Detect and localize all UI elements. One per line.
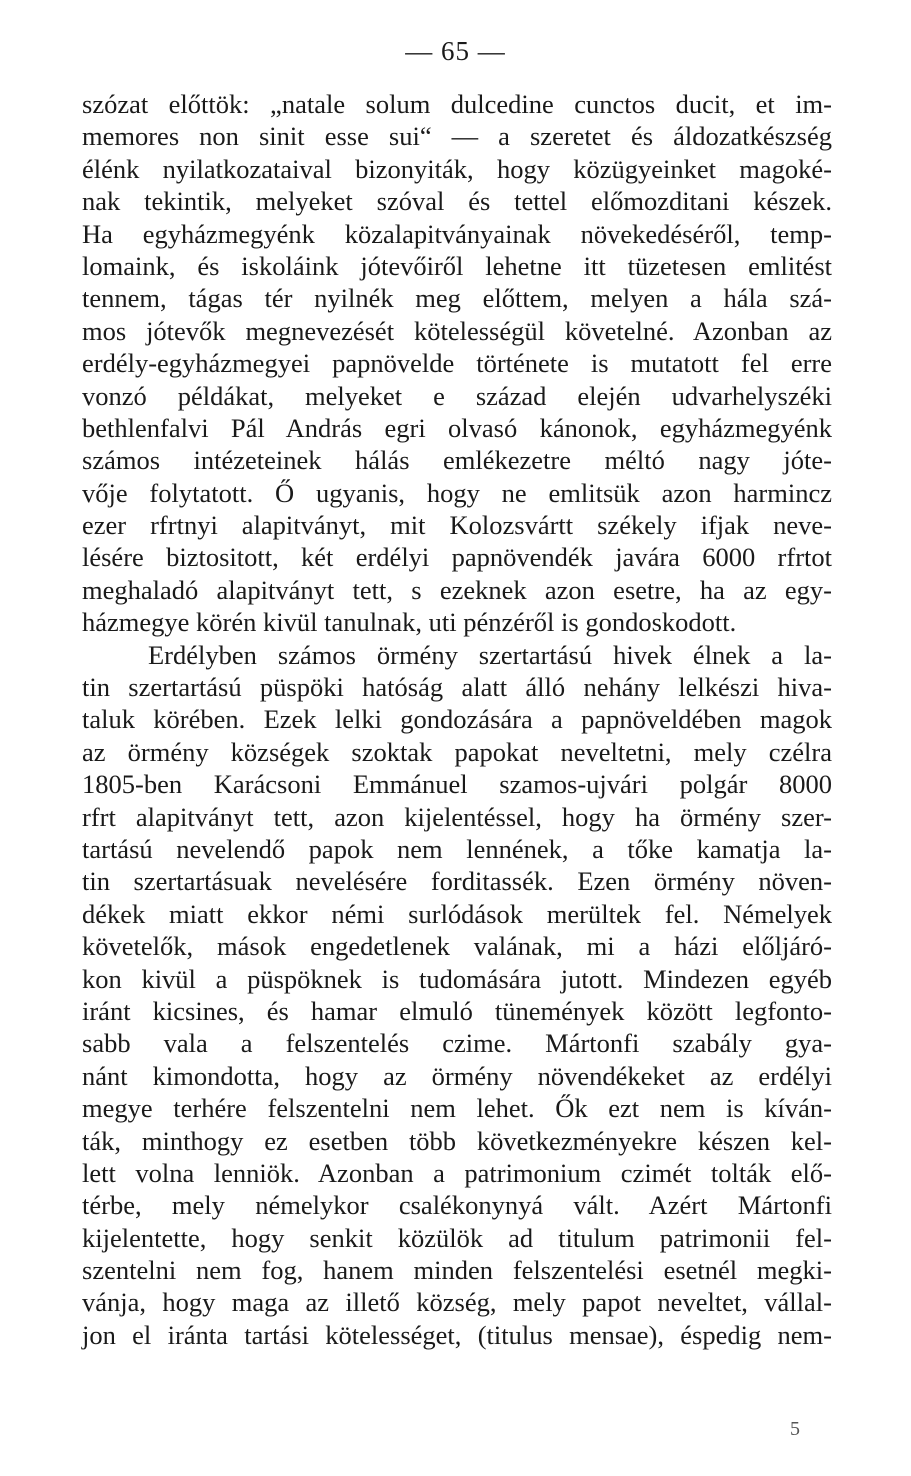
text-line: térbe, mely némelykor csalékonynyá vált. Azért Mártonfi <box>82 1190 832 1221</box>
text-line: bethlenfalvi Pál András egri olvasó kánonok, egyházmegyénk <box>82 412 832 443</box>
text-line: követelők, mások engedetlenek valának, mi a házi előljáró- <box>82 931 832 962</box>
text-line: szentelni nem fog, hanem minden felszentelési esetnél megki- <box>82 1255 832 1286</box>
body-text <box>82 88 832 1351</box>
text-line: lomaink, és iskoláink jótevőiről lehetne itt tüzetesen emlitést <box>82 250 832 281</box>
text-line: számos intézeteinek hálás emlékezetre méltó nagy jóte- <box>82 445 832 476</box>
text-line: erdély-egyházmegyei papnövelde története is mutatott fel erre <box>82 348 832 379</box>
text-line: memores non sinit esse sui“ — a szeretet és áldozatkészség <box>82 121 832 152</box>
text-line: Erdélyben számos örmény szertartású hivek élnek a la- <box>148 639 832 670</box>
text-line: 1805-ben Karácsoni Emmánuel szamos-ujvári polgár 8000 <box>82 769 832 800</box>
text-line: sabb vala a felszentelés czime. Mártonfi szabály gya- <box>82 1028 832 1059</box>
text-line: rfrt alapitványt tett, azon kijelentéssel, hogy ha örmény szer- <box>82 801 832 832</box>
text-line: ták, minthogy ez esetben több következményekre készen kel- <box>82 1125 832 1156</box>
text-line: jon el iránta tartási kötelességet, (titulus mensae), éspedig nem- <box>82 1319 832 1350</box>
text-line: kon kivül a püspöknek is tudomására jutott. Mindezen egyéb <box>82 963 832 994</box>
text-line: élénk nyilatkozataival bizonyiták, hogy közügyeinket magoké- <box>82 153 832 184</box>
text-line: tin szertartású püspöki hatóság alatt álló nehány lelkészi hiva- <box>82 672 832 703</box>
text-line: nánt kimondotta, hogy az örmény növendékeket az erdélyi <box>82 1060 832 1091</box>
text-line: tin szertartásuak nevelésére forditassék. Ezen örmény növen- <box>82 866 832 897</box>
text-line: mos jótevők megnevezését kötelességül követelné. Azonban az <box>82 315 832 346</box>
text-line: iránt kicsines, és hamar elmuló tünemények között legfonto- <box>82 995 832 1026</box>
text-line: vánja, hogy maga az illető község, mely papot neveltet, vállal- <box>82 1287 832 1318</box>
text-line: vonzó példákat, melyeket e század elején udvarhelyszéki <box>82 380 832 411</box>
text-line: dékek miatt ekkor némi surlódások merültek fel. Némelyek <box>82 898 832 929</box>
text-line: lett volna lenniök. Azonban a patrimonium czimét tolták elő- <box>82 1157 832 1188</box>
text-line: meghaladó alapitványt tett, s ezeknek azon esetre, ha az egy- <box>82 574 832 605</box>
text-line: szózat előttök: „natale solum dulcedine cunctos ducit, et im- <box>82 89 832 119</box>
text-line: lésére biztositott, két erdélyi papnövendék javára 6000 rfrtot <box>82 542 832 573</box>
text-line: tennem, tágas tér nyilnék meg előttem, melyen a hála szá- <box>82 283 832 314</box>
page-number-header: — 65 — <box>405 36 506 66</box>
text-line: vője folytatott. Ő ugyanis, hogy ne emlitsük azon harmincz <box>82 477 832 508</box>
text-line: az örmény községek szoktak papokat neveltetni, mely czélra <box>82 736 832 767</box>
text-line: kijelentette, hogy senkit közülök ad titulum patrimonii fel- <box>82 1222 832 1253</box>
text-line: tartású nevelendő papok nem lennének, a tőke kamatja la- <box>82 833 832 864</box>
text-line: Ha egyházmegyénk közalapitványainak növekedéséről, temp- <box>82 218 832 249</box>
printer-signature-mark: 5 <box>790 1418 800 1440</box>
text-line: taluk körében. Ezek lelki gondozására a papnöveldében magok <box>82 704 832 735</box>
text-line: házmegye körén kivül tanulnak, uti pénzéről is gondoskodott. <box>82 607 737 638</box>
text-line: megye terhére felszentelni nem lehet. Ők ezt nem is kíván- <box>82 1093 832 1124</box>
text-line: ezer rfrtnyi alapitványt, mit Kolozsvártt székely ifjak neve- <box>82 510 832 541</box>
text-line: nak tekintik, melyeket szóval és tettel előmozditani készek. <box>82 186 832 217</box>
